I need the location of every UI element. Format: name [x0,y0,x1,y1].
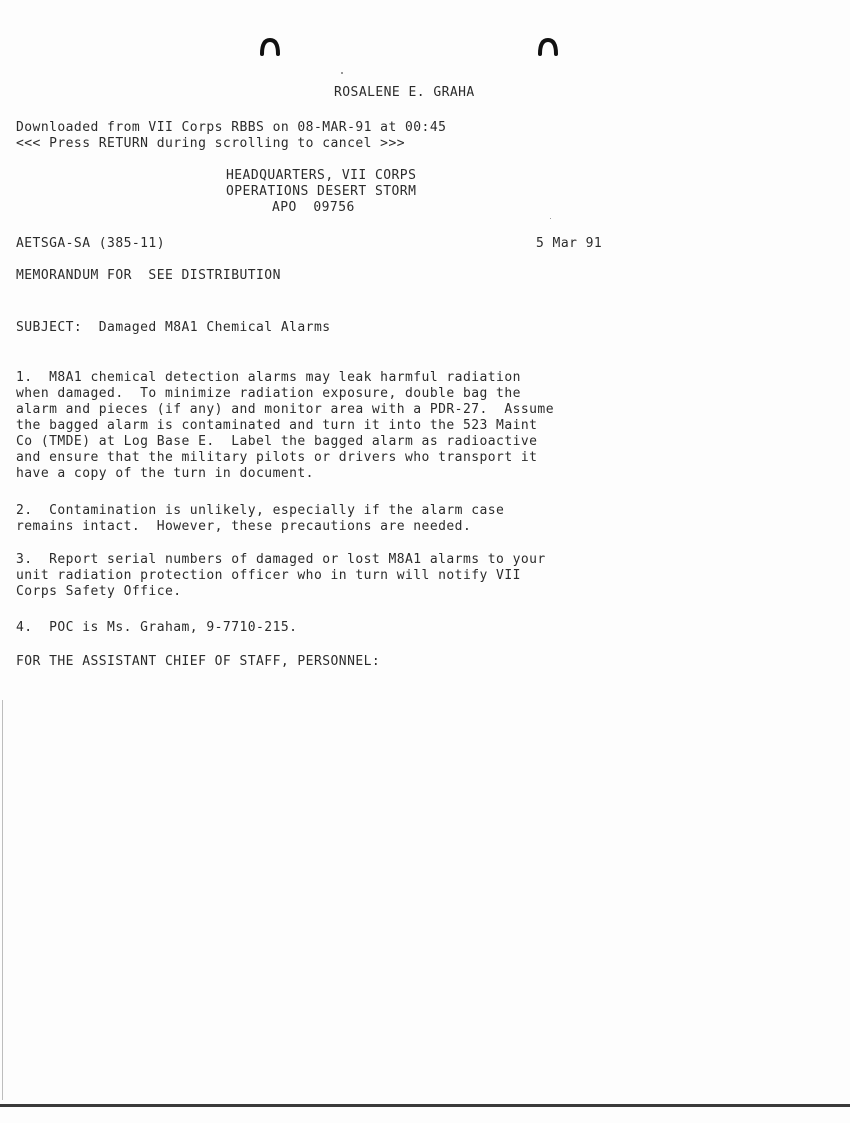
letterhead-unit: HEADQUARTERS, VII CORPS [226,168,417,183]
paragraph-line: when damaged. To minimize radiation exposure, double bag the [16,386,521,401]
scan-speck [550,218,551,219]
paragraph-line: the bagged alarm is contaminated and turn it into the 523 Maint [16,418,538,433]
punch-hole-left-icon [259,36,281,58]
subject-line: SUBJECT: Damaged M8A1 Chemical Alarms [16,320,331,335]
author-line: ROSALENE E. GRAHA [334,85,475,100]
paragraph-line: 4. POC is Ms. Graham, 9-7710-215. [16,620,298,635]
paragraph-line: Co (TMDE) at Log Base E. Label the bagged alarm as radioactive [16,434,538,449]
paragraph-line: 3. Report serial numbers of damaged or lost M8A1 alarms to your [16,552,546,567]
memo-date: 5 Mar 91 [536,236,603,251]
paragraph-line: Corps Safety Office. [16,584,182,599]
memorandum-for: MEMORANDUM FOR SEE DISTRIBUTION [16,268,281,283]
scan-edge-mark [2,700,3,1100]
paragraph-1 [16,370,554,482]
paragraph-line: have a copy of the turn in document. [16,466,314,481]
signature-block-heading: FOR THE ASSISTANT CHIEF OF STAFF, PERSONNEL: [16,654,381,669]
paragraph-line: and ensure that the military pilots or drivers who transport it [16,450,538,465]
letterhead-operation: OPERATIONS DESERT STORM [226,184,417,199]
paragraph-4 [16,620,297,636]
download-note-line-2: <<< Press RETURN during scrolling to cancel >>> [16,136,406,151]
paragraph-line: 2. Contamination is unlikely, especially if the alarm case [16,503,505,518]
paragraph-3 [16,552,546,600]
paragraph-line: remains intact. However, these precautions are needed. [16,519,472,534]
scan-speck [341,72,343,74]
download-note-line-1: Downloaded from VII Corps RBBS on 08-MAR-91 at 00:45 [16,120,447,135]
punch-hole-right-icon [537,36,559,58]
paragraph-line: 1. M8A1 chemical detection alarms may leak harmful radiation [16,370,521,385]
letterhead-apo: APO 09756 [272,200,355,215]
paragraph-line: unit radiation protection officer who in turn will notify VII [16,568,521,583]
paragraph-2 [16,503,504,535]
paragraph-line: alarm and pieces (if any) and monitor area with a PDR-27. Assume [16,402,554,417]
page-bottom-edge [0,1104,850,1107]
office-symbol: AETSGA-SA (385-11) [16,236,165,251]
